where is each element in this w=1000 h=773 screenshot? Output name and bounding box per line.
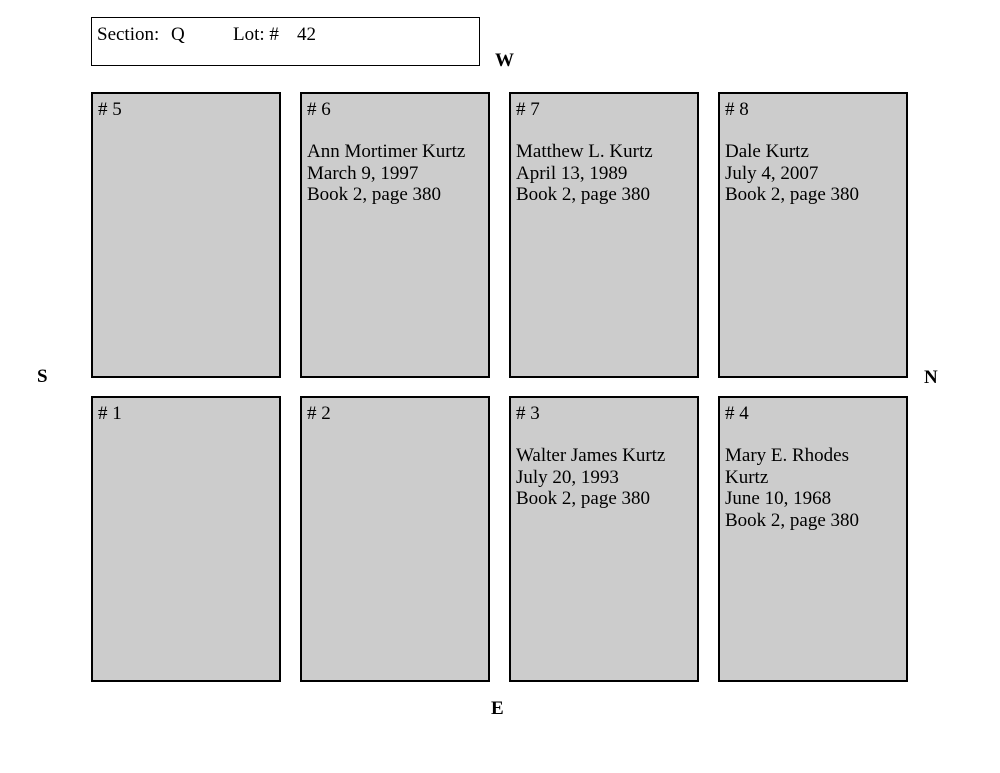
plot-5 xyxy=(91,92,281,378)
interment-date: March 9, 1997 xyxy=(307,162,419,184)
compass-east: E xyxy=(491,698,504,719)
interment-date: July 20, 1993 xyxy=(516,466,619,488)
plot-6 xyxy=(300,92,490,378)
plot-number: # 2 xyxy=(307,403,331,424)
lot-header-box xyxy=(91,17,480,66)
interment-date: April 13, 1989 xyxy=(516,162,628,184)
plot-details xyxy=(307,141,484,206)
interment-date: June 10, 1968 xyxy=(725,488,832,509)
record-reference: Book 2, page 380 xyxy=(725,509,860,531)
plot-number: # 1 xyxy=(98,403,122,424)
plot-details xyxy=(516,141,693,206)
interment-name: Matthew L. Kurtz xyxy=(516,141,653,162)
record-reference: Book 2, page 380 xyxy=(307,184,442,205)
compass-south: S xyxy=(37,366,48,387)
record-reference: Book 2, page 380 xyxy=(516,488,651,509)
plot-number: # 5 xyxy=(98,99,122,120)
record-reference: Book 2, page 380 xyxy=(725,184,860,205)
plot-number: # 4 xyxy=(725,403,749,424)
plot-2 xyxy=(300,396,490,682)
interment-name: Ann Mortimer Kurtz xyxy=(307,141,466,162)
plot-number: # 8 xyxy=(725,99,749,120)
lot-label: Lot: # xyxy=(233,24,279,45)
plot-7 xyxy=(509,92,699,378)
interment-name: Mary E. Rhodes Kurtz xyxy=(725,445,850,488)
interment-name: Dale Kurtz xyxy=(725,141,809,162)
interment-date: July 4, 2007 xyxy=(725,162,819,184)
plot-4 xyxy=(718,396,908,682)
compass-west: W xyxy=(495,50,514,71)
plot-details xyxy=(516,445,693,510)
plot-8 xyxy=(718,92,908,378)
lot-value: 42 xyxy=(297,24,316,45)
plot-3 xyxy=(509,396,699,682)
section-value: Q xyxy=(171,24,185,45)
plot-number: # 3 xyxy=(516,403,540,424)
compass-north: N xyxy=(924,367,938,388)
plot-number: # 7 xyxy=(516,99,540,120)
plot-details xyxy=(725,141,902,206)
plot-number: # 6 xyxy=(307,99,331,120)
plot-1 xyxy=(91,396,281,682)
record-reference: Book 2, page 380 xyxy=(516,184,651,205)
plot-details xyxy=(725,445,866,531)
interment-name: Walter James Kurtz xyxy=(516,445,666,466)
section-label: Section: xyxy=(97,24,160,45)
